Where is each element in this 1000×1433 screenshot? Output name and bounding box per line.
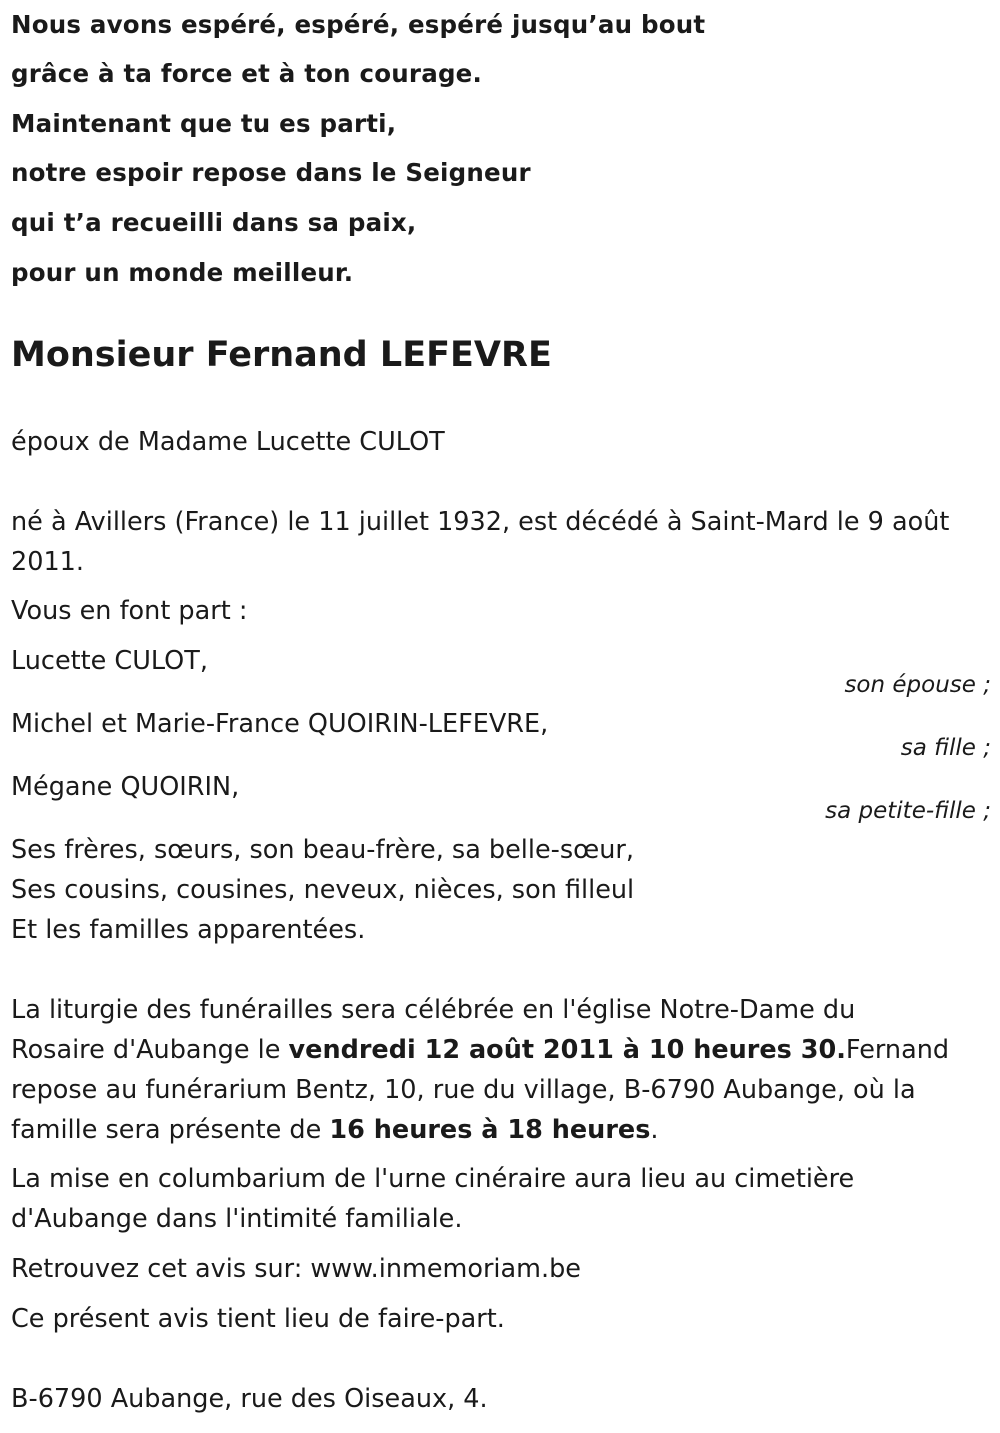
funeral-text: Rosaire d'Aubange le: [11, 1035, 289, 1065]
columbarium-line-1: La mise en columbarium de l'urne cinéraire aura lieu au cimetière: [11, 1164, 855, 1194]
funeral-line-4: [11, 1110, 996, 1150]
family-member-relation: son épouse ;: [844, 672, 991, 698]
notice-line: Ce présent avis tient lieu de faire-part.: [11, 1304, 505, 1334]
website-line: Retrouvez cet avis sur: www.inmemoriam.be: [11, 1254, 581, 1284]
spouse-line: époux de Madame Lucette CULOT: [11, 427, 445, 457]
family-member-name: Lucette CULOT,: [11, 646, 208, 676]
other-relatives-line: Ses frères, sœurs, son beau-frère, sa belle-sœur,: [11, 835, 634, 865]
funeral-line-2: [11, 1030, 996, 1070]
poem-line-4: notre espoir repose dans le Seigneur: [11, 158, 531, 187]
birth-death-line-2: 2011.: [11, 547, 85, 577]
announcement-intro: Vous en font part :: [11, 596, 248, 626]
family-member-relation: sa petite-fille ;: [825, 798, 991, 824]
funeral-date-time: vendredi 12 août 2011 à 10 heures 30.: [288, 1035, 846, 1065]
poem-line-6: pour un monde meilleur.: [11, 258, 354, 287]
visiting-hours: 16 heures à 18 heures: [329, 1115, 651, 1145]
funeral-text: Fernand: [845, 1035, 950, 1065]
columbarium-line-2: d'Aubange dans l'intimité familiale.: [11, 1204, 463, 1234]
family-member-name: Michel et Marie-France QUOIRIN-LEFEVRE,: [11, 709, 549, 739]
funeral-line-1: La liturgie des funérailles sera célébrée en l'église Notre-Dame du: [11, 995, 856, 1025]
family-member-name: Mégane QUOIRIN,: [11, 772, 240, 802]
family-member-relation: sa fille ;: [900, 735, 991, 761]
poem-line-3: Maintenant que tu es parti,: [11, 109, 397, 138]
deceased-name: Monsieur Fernand LEFEVRE: [11, 335, 552, 375]
funeral-text: .: [650, 1115, 659, 1145]
funeral-text: famille sera présente de: [11, 1115, 330, 1145]
other-relatives-line: Et les familles apparentées.: [11, 915, 366, 945]
funeral-line-3: repose au funérarium Bentz, 10, rue du village, B-6790 Aubange, où la: [11, 1075, 916, 1105]
poem-line-1: Nous avons espéré, espéré, espéré jusqu’au bout: [11, 10, 706, 39]
poem-line-2: grâce à ta force et à ton courage.: [11, 59, 483, 88]
poem-line-5: qui t’a recueilli dans sa paix,: [11, 208, 417, 237]
address-line: B-6790 Aubange, rue des Oiseaux, 4.: [11, 1384, 488, 1414]
other-relatives-line: Ses cousins, cousines, neveux, nièces, son filleul: [11, 875, 635, 905]
birth-death-line-1: né à Avillers (France) le 11 juillet 1932, est décédé à Saint-Mard le 9 août: [11, 507, 950, 537]
